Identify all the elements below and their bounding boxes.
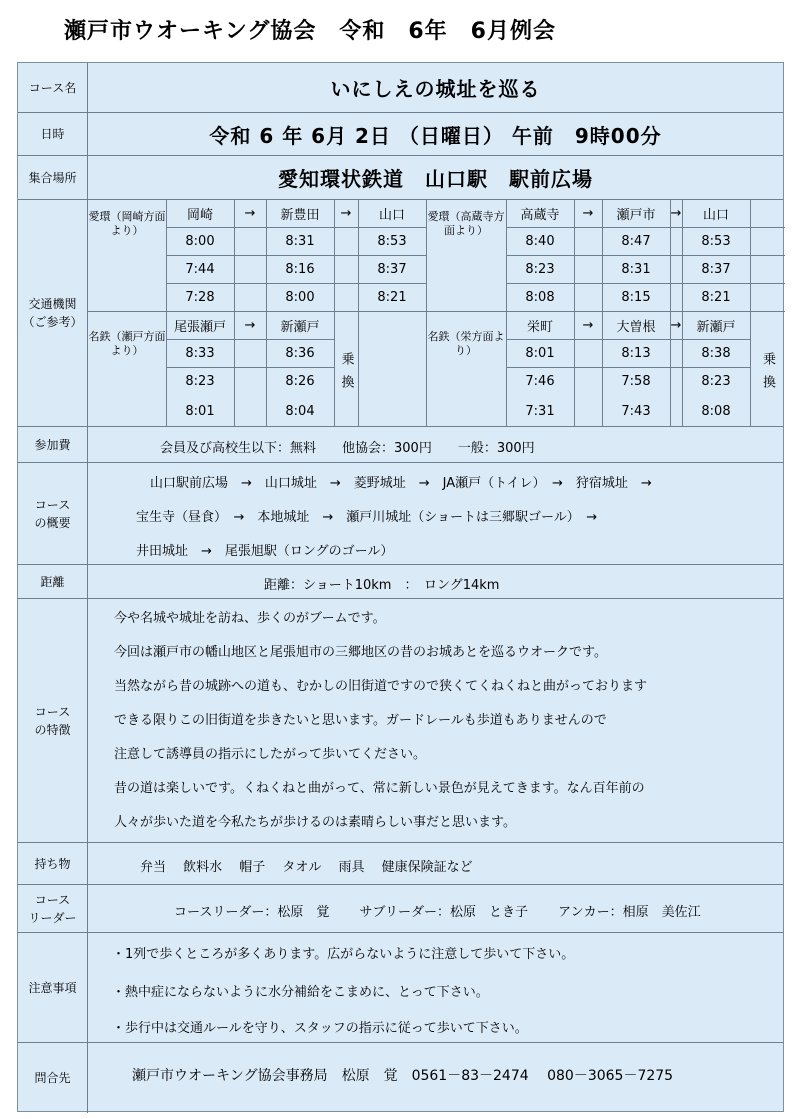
time-cell: 8:08 (525, 290, 555, 305)
course-name-label: コース名 (18, 63, 88, 112)
time-cell: 8:01 (185, 404, 215, 419)
time-cell: 8:40 (525, 234, 555, 249)
time-cell: 8:38 (701, 346, 731, 361)
arrow: → (582, 318, 594, 333)
note-line: ・熱中症にならないように水分補給をこまめに、とって下さい。 (112, 985, 489, 1000)
leader-label-line2: リーダー (28, 910, 77, 925)
feature-line: 当然ながら昔の城跡への道も、むかしの旧街道ですので狭くてくねくねと曲がっております (114, 679, 648, 694)
time-cell: 8:16 (285, 262, 315, 277)
event-info-table (17, 62, 784, 1112)
overview-label: コースの概要 (18, 463, 88, 564)
fee-label: 参加費 (18, 427, 88, 462)
time-cell: 8:21 (701, 290, 731, 305)
time-cell: 8:23 (701, 374, 731, 389)
time-cell: 8:33 (185, 346, 215, 361)
time-cell: 8:26 (285, 374, 315, 389)
time-cell: 8:31 (285, 234, 315, 249)
row-overview (18, 463, 783, 565)
transport-label (18, 200, 88, 426)
overview-line: 山口駅前広場 → 山口城址 → 菱野城址 → JA瀬戸（トイレ） → 狩宿城址 → (150, 476, 652, 491)
feature-line: 注意して誘導員の指示にしたがって歩いてください。 (114, 747, 427, 762)
time-cell: 8:53 (377, 234, 407, 249)
notes-label: 注意事項 (18, 933, 88, 1042)
time-cell: 8:21 (377, 290, 407, 305)
time-cell: 8:00 (285, 290, 315, 305)
row-items (18, 843, 783, 885)
time-cell: 8:53 (701, 234, 731, 249)
row-features (18, 599, 783, 843)
meeting-value: 愛知環状鉄道 山口駅 駅前広場 (278, 167, 593, 191)
distance-value: 距離：ショート10km ： ロング14km (264, 578, 500, 593)
time-cell: 7:28 (185, 290, 215, 305)
transport-label-line2: （ご参考） (22, 315, 83, 329)
arrow: → (340, 206, 352, 221)
aikan-okazaki-label: 愛環（岡崎方面より） (88, 210, 166, 237)
contact-value: 瀬戸市ウオーキング協会事務局 松原 覚 0561－83－2474 080－3065－7275 (132, 1068, 674, 1084)
station-okazaki: 岡崎 (186, 208, 213, 223)
leader-label (18, 885, 88, 932)
time-cell: 8:04 (285, 404, 315, 419)
feature-line: 今や名城や城址を訪ね、歩くのがブームです。 (114, 611, 386, 626)
time-cell: 7:31 (525, 404, 555, 419)
arrow: → (670, 206, 682, 221)
time-cell: 7:46 (525, 374, 555, 389)
leader-value: コースリーダー：松原 覚 サブリーダー：松原 とき子 アンカー：相原 美佐江 (174, 905, 701, 920)
items-label: 持ち物 (18, 843, 88, 884)
transfer-label: 乗換 (338, 352, 354, 398)
items-value: 弁当 飲料水 帽子 タオル 雨具 健康保険証など (140, 860, 473, 875)
arrow: → (582, 206, 594, 221)
station-yamaguchi: 山口 (702, 208, 729, 223)
station-shinseto: 新瀬戸 (280, 320, 320, 335)
station-shinseto: 新瀬戸 (696, 320, 736, 335)
meitetsu-seto-label: 名鉄（瀬戸方面より） (88, 330, 166, 357)
arrow: → (244, 206, 256, 221)
page-title: 瀬戸市ウオーキング協会 令和 6年 6月例会 (64, 19, 556, 44)
row-notes (18, 933, 783, 1043)
time-cell: 8:01 (525, 346, 555, 361)
row-fee (18, 427, 783, 463)
time-cell: 8:13 (621, 346, 651, 361)
time-cell: 7:44 (185, 262, 215, 277)
time-cell: 8:37 (701, 262, 731, 277)
distance-label: 距離 (18, 565, 88, 598)
fee-value: 会員及び高校生以下：無料 他協会：300円 一般：300円 (160, 441, 535, 456)
row-meeting (18, 156, 783, 200)
features-label: コースの特徴 (18, 599, 88, 842)
time-cell: 8:00 (185, 234, 215, 249)
time-cell: 8:47 (621, 234, 651, 249)
meitetsu-sakae-label: 名鉄（栄方面より） (427, 330, 505, 357)
station-yamaguchi: 山口 (378, 208, 405, 223)
row-datetime (18, 113, 783, 156)
overview-line: 宝生寺（昼食） → 本地城址 → 瀬戸川城址（ショートは三郷駅ゴール） → (136, 510, 598, 525)
arrow: → (670, 318, 682, 333)
station-kozoji: 高蔵寺 (520, 208, 560, 223)
row-leader (18, 885, 783, 933)
arrow: → (244, 318, 256, 333)
note-line: ・1列で歩くところが多くあります。広がらないように注意して歩いて下さい。 (112, 947, 575, 962)
feature-line: できる限りこの旧街道を歩きたいと思います。ガードレールも歩道もありませんので (114, 713, 607, 728)
time-cell: 8:23 (525, 262, 555, 277)
note-line: ・歩行中は交通ルールを守り、スタッフの指示に従って歩いて下さい。 (112, 1021, 528, 1036)
time-cell: 7:43 (621, 404, 651, 419)
station-sakaemachi: 栄町 (526, 320, 553, 335)
station-shintoyota: 新豊田 (280, 208, 320, 223)
overview-line: 井田城址 → 尾張旭駅（ロングのゴール） (136, 544, 394, 559)
datetime-value: 令和 6 年 6月 2日 （日曜日） 午前 9時00分 (209, 123, 662, 148)
leader-label-line1: コース (34, 892, 71, 907)
row-course-name (18, 63, 783, 113)
row-distance (18, 565, 783, 599)
meeting-label: 集合場所 (18, 156, 88, 199)
feature-line: 今回は瀬戸市の幡山地区と尾張旭市の三郷地区の昔のお城あとを巡るウオークです。 (114, 645, 607, 660)
contact-label: 問合先 (18, 1043, 88, 1113)
time-cell: 8:36 (285, 346, 315, 361)
feature-line: 人々が歩いた道を今私たちが歩けるのは素晴らしい事だと思います。 (114, 815, 516, 830)
time-cell: 8:15 (621, 290, 651, 305)
time-cell: 7:58 (621, 374, 651, 389)
station-ozone: 大曽根 (616, 320, 656, 335)
transfer-label: 乗換 (760, 352, 775, 398)
row-transport (18, 200, 783, 427)
station-owariseto: 尾張瀬戸 (173, 320, 226, 335)
datetime-label: 日時 (18, 113, 88, 155)
transport-label-line1: 交通機関 (28, 297, 77, 311)
time-cell: 8:31 (621, 262, 651, 277)
aikan-kozoji-label: 愛環（高蔵寺方面より） (427, 210, 505, 237)
time-cell: 8:23 (185, 374, 215, 389)
transport-grid (88, 200, 783, 426)
time-cell: 8:37 (377, 262, 407, 277)
row-contact (18, 1043, 783, 1113)
course-name-value: いにしえの城址を巡る (330, 77, 541, 101)
feature-line: 昔の道は楽しいです。くねくねと曲がって、常に新しい景色が見えてきます。なん百年前の (114, 781, 645, 796)
time-cell: 8:08 (701, 404, 731, 419)
station-setoshi: 瀬戸市 (616, 208, 656, 223)
